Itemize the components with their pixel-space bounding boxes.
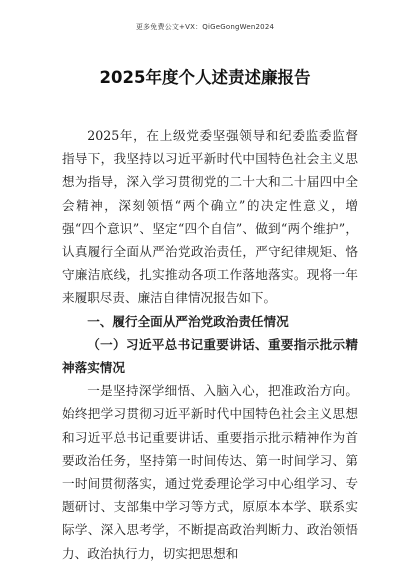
document-title: 2025年度个人述责述廉报告 xyxy=(99,68,311,87)
subsection-heading: （一）习近平总书记重要讲话、重要指示批示精神落实情况 xyxy=(62,336,358,376)
section-heading: 一、履行全面从严治党政治责任情况 xyxy=(87,313,289,329)
document-body xyxy=(62,124,358,565)
body-paragraph: 一是坚持深学细悟、入脑入心，把准政治方向。始终把学习贯彻习近平新时代中国特色社会主义思想和习近平总书记重要讲话、重要指示批示精神作为首要政治任务，坚持第一时间传达、第一时间学习、第一时间贯彻落实，通过党委理论学习中心组学习、专题研讨、支部集中学习等方式，原原本本学、联系实际学、深入思考学，不断提高政治判断力、政治领悟力、政治执行力，切实把思想和 xyxy=(62,383,358,561)
watermark-header: 更多免费公文+VX：QiGeGongWen2024 xyxy=(135,23,275,31)
intro-paragraph: 2025年，在上级党委坚强领导和纪委监委监督指导下，我坚持以习近平新时代中国特色社会主义思想为指导，深入学习贯彻党的二十大和二十届四中全会精神，深刻领悟“两个确立”的决定性意义，增强“四个意识”、坚定“四个自信”、做到“两个维护”，认真履行全面从严治党政治责任，严守纪律规矩、恪守廉洁底线，扎实推动各项工作落地落实。现将一年来履职尽责、廉洁自律情况报告如下。 xyxy=(62,128,358,306)
